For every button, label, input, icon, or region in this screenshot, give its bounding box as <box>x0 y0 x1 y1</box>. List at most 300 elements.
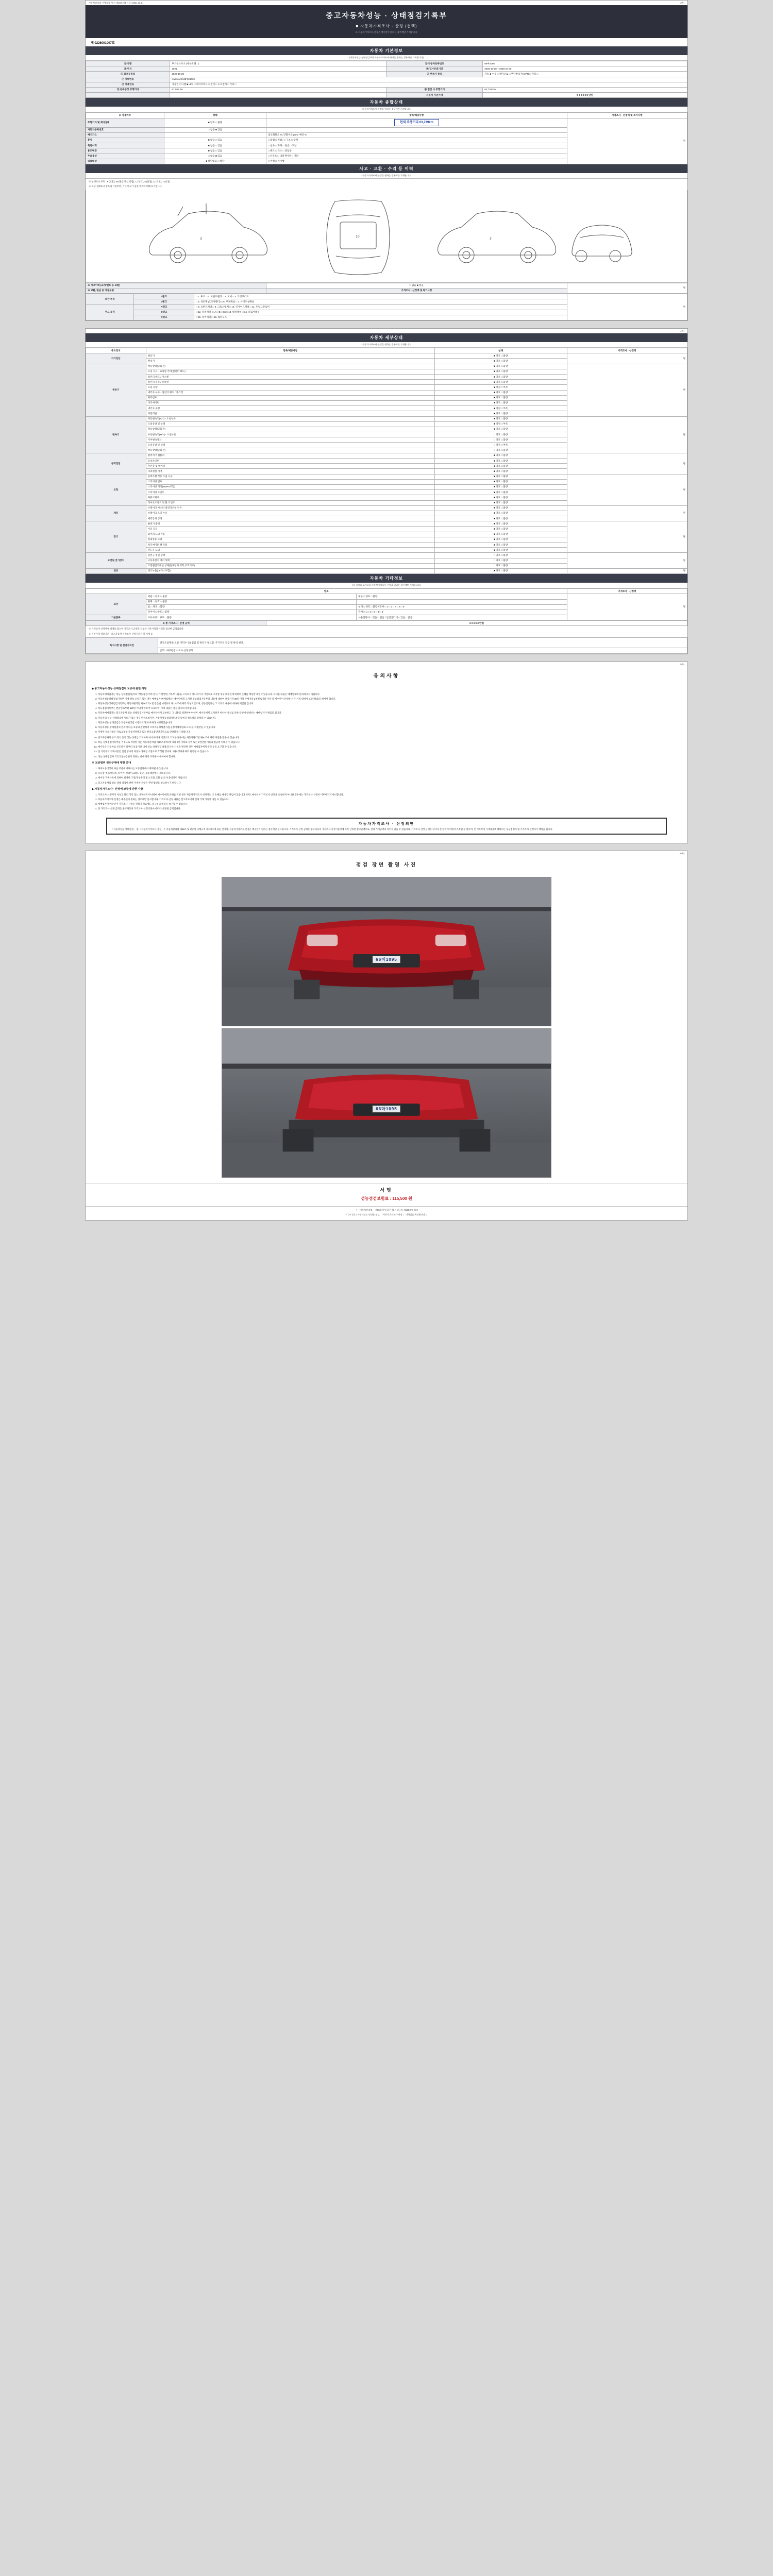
detail-item-1-2: 실린더 헤드 / 가스켓 <box>146 375 434 380</box>
basic-label-2: ⑤ 최초등록일 <box>86 72 170 77</box>
overall-name-0: 주행거리 및 계기상태 <box>86 118 164 127</box>
detail-price-7: 원 <box>567 553 687 569</box>
detail-item-4-0: 동력조향 작동 오일 누유 <box>146 474 434 479</box>
parts-cat-0: 외판 부위 <box>86 294 134 304</box>
basic-value2-5: 63,739 km <box>483 87 687 92</box>
detail-state-4-5: ■ 양호 □ 불량 <box>434 500 567 505</box>
other-left-2: 룸 □ 양호 □ 불량 <box>146 604 356 609</box>
table-row <box>86 648 687 653</box>
detail-state-5-0: ■ 양호 □ 불량 <box>434 505 567 511</box>
detail-state-1-4: ■ 적정 □ 부족 <box>434 385 567 390</box>
other-right-0: 내부 □ 양호 □ 불량 <box>357 594 567 599</box>
detail-state-4-0: ■ 양호 □ 불량 <box>434 474 567 479</box>
detail-item-1-0: 작동상태(공회전) <box>146 364 434 369</box>
list-item: 11. 성능·상태점검기록부를 거짓으로 작성한 자는 자동차관리법 제80조제7호에 따라 2년 이하의 징역 또는 2천만원 이하의 벌금에 처해질 수 있습니다. <box>98 740 681 744</box>
detail-item-8-0: 연료누출(LP가스포함) <box>146 568 434 573</box>
sheet-page-6 <box>85 851 688 1221</box>
table-row <box>86 93 687 98</box>
detail-group-name-0: 자기진단 <box>86 353 146 364</box>
notice-list-2 <box>92 736 681 758</box>
sheet-page-4 <box>85 328 688 654</box>
detail-item-1-9: 커먼레일 <box>146 411 434 416</box>
table-row <box>86 72 687 77</box>
inspection-fee-value: 115,500 원 <box>392 1196 412 1201</box>
overall-detail-0 <box>266 118 567 127</box>
parts-items-2: □ 8. 프론트패널 □ 9. 크로스멤버 □ 10. 인사이드패널 □ 11. 트렁크플로어 <box>194 304 567 310</box>
detail-state-8-0: ■ 양호 □ 불량 <box>434 568 567 573</box>
table-row <box>86 283 687 288</box>
overall-state-3: ■ 없음 □ 있음 <box>164 138 266 143</box>
list-item: 6. 자동차의 성능·상태점검에 이의가 있는 경우 한국소비자원, 자동차성능점검정비조합 등에 분쟁조정을 신청할 수 있습니다. <box>98 716 681 720</box>
table-row <box>86 61 687 66</box>
basic-label2-2: ⑥ 변속기 종류 <box>386 72 483 77</box>
list-item: 14. 성능·상태점검자 국토교통부장관이 정하는 바에 따라 교육을 이수하여야 합니다. <box>98 755 681 758</box>
basic-value2-2: 자동 ■ 수동 □ 세미오토 □ 무단변속기(CVT) □ 기타 □ <box>483 72 687 77</box>
detail-state-6-3: ■ 양호 □ 불량 <box>434 537 567 542</box>
basic-label-0: ① 차명 <box>86 61 170 66</box>
document-number-row <box>86 38 687 46</box>
table-row <box>86 638 687 648</box>
detail-col-3: 가격조사 · 산정액 <box>567 348 687 353</box>
detail-price-4: 원 <box>567 474 687 505</box>
detail-group-name-7: 고전원 전기장치 <box>86 553 146 569</box>
footnote-2: 『 [ ※ ] 중고자동차성능·상태를 점검, 「자동차가격조사·산정 」 내역임을 확인합니다.』 <box>345 1213 428 1216</box>
parts-rank-table <box>86 294 687 320</box>
basic-value-5: 67,090 km <box>170 87 386 92</box>
total-price-table <box>86 620 687 626</box>
sheet4-topbar <box>86 851 687 856</box>
table-row <box>86 294 687 299</box>
basic-label2-0: ② 자동차등록번호 <box>386 61 483 66</box>
detail-state-1-2: ■ 양호 □ 불량 <box>434 375 567 380</box>
overall-detail-2: 일산화탄소 %, 탄화수소 ppm, 매연 % <box>266 132 567 138</box>
page-number-3: (5쪽) <box>679 663 684 666</box>
overall-name-3: 튜닝 <box>86 138 164 143</box>
sheet-page-3 <box>85 0 688 321</box>
detail-item-4-3: 스티어링 조인트 <box>146 490 434 495</box>
accident-legend-1: ※ 상태표시 부호 : X (교환), W (판금 또는 용접), C (부식), A (흠집), U (요철), T (손상) <box>89 180 171 183</box>
total-price-value: 0 0 0 0 0 만원 <box>266 621 687 626</box>
detail-state-7-2: □ 양호 □ 불량 <box>434 563 567 568</box>
basic-value-3: KMHJ4A81NF121062 <box>170 77 687 82</box>
overall-state-6: □ 없음 ■ 있음 <box>164 154 266 159</box>
basic-value-2: 2020-10-28 <box>170 72 386 77</box>
list-item: 2. 자동차성능상태점검기록부 기재 정보 오류가 있는 경우 매매업자(매매업체)는 매수인에게 고지한 성능점검기록부의 내용에 대하여 보증기간 30일 이상 주행거리 2천킬로미터 이상 중 매수인이 선택한 기간·거리 내에서 보증(책임)을 하여야 합니다. <box>98 697 681 701</box>
overall-state-0: ■ 양호 □ 불량 <box>164 118 266 127</box>
detail-col-2: 상태 <box>434 348 567 353</box>
other-price-cell: 원 <box>567 594 687 620</box>
list-item: 2. 자동차가격조사·산정은 매수인이 원하는 경우에만 실시합니다. 가격조사·산정 내용은 참고자료이며 실제 거래 가격과 다를 수 있습니다. <box>98 798 681 801</box>
parts-items-0: □ 1. 후드 □ 2. 프론트펜더 □ 3. 도어 □ 4. 트렁크리드 <box>194 294 567 299</box>
overall-detail-3: □ 불법 □ 적법 / □ 구조 □ 장치 <box>266 138 567 143</box>
detail-item-3-3: 디퍼렌셜 기어 <box>146 469 434 474</box>
section-detail-band: 자동차 세부상태 <box>86 333 687 342</box>
basic-label-6 <box>86 93 170 98</box>
accident-legend-2: ※ 하단 상태표시 항목과 기준부위, 기타 마모가 심한 부위에 대해 표기합니다 <box>89 185 162 188</box>
table-row <box>86 82 687 87</box>
detail-state-6-4: ■ 양호 □ 불량 <box>434 543 567 548</box>
overall-col-3: 가격조사 · 산정액 및 특기사항 <box>567 113 687 118</box>
sheet-page-5 <box>85 662 688 844</box>
overall-col-1: 상태 <box>164 113 266 118</box>
detail-state-1-1: ■ 양호 □ 불량 <box>434 369 567 374</box>
special-note-table <box>86 637 687 653</box>
overall-name-4: 특별이력 <box>86 143 164 148</box>
list-item: 2. 소모성 부품(배터리, 타이어, 브레이크패드 등)은 보증대상에서 제외됩니다. <box>98 771 681 775</box>
list-item: 12. 매수인은 자동차를 인도받은 날부터 보증기간 내에 성능·상태점검 내용과 다른 사실을 발견한 경우 매매업자에게 수리 등을 요구할 수 있습니다. <box>98 745 681 749</box>
section-overall-note: (자동차가격조사·산정을 원하는 경우에만 기재합니다) <box>86 107 687 112</box>
table-row <box>86 87 687 92</box>
other-cat-0: 외관 <box>86 594 146 615</box>
overall-name-6: 주요옵션 <box>86 154 164 159</box>
list-item: 4. 본 가격조사·산정 금액은 중고자동차 가격조사·산정기준서에 따라 산정된 금액입니다. <box>98 807 681 810</box>
table-row <box>86 416 687 421</box>
detail-col-1: 항목/해당사항 <box>146 348 434 353</box>
photo-rear-svg <box>222 877 551 1026</box>
basic-value-1: 2021 <box>170 66 386 72</box>
photo1-plate: 66마1095 <box>372 956 400 963</box>
detail-item-4-5: 타이로드엔드 및 볼 조인트 <box>146 500 434 505</box>
basic-label2-5: ⑩ 점검 시 주행거리 <box>386 87 483 92</box>
parts-rank-4: C랭크 <box>134 315 194 320</box>
notice-list-4 <box>92 793 681 811</box>
basic-info-table <box>86 61 687 98</box>
detail-state-3-3: ■ 양호 □ 불량 <box>434 469 567 474</box>
basic-value-0: 투스싼스포츠 (세부모델 : ) <box>170 61 386 66</box>
section-detail-note: (자동차가격조사·산정을 원하는 경우에만 기재합니다) <box>86 342 687 348</box>
table-row <box>86 521 687 527</box>
notice-list-1 <box>92 692 681 734</box>
detail-item-4-1: 스티어링 펌프 <box>146 479 434 484</box>
vehicle-damage-diagram <box>86 190 687 283</box>
detail-item-6-5: 윈도우 모터 <box>146 548 434 553</box>
price-survey-statement-body: 「자동차성능·상태점검」 및 「자동차가격조사·산정」은 자동차관리법 제58조 및 같은법 시행규칙 제120조에 따른 것이며, 자동차가격조사·산정은 매수인이 원하는 경우에만 실시합니다. 가격조사·산정 금액은 중고자동차 가격조사·산정기준서에 따라 산정된 참고금액으로, 실제 거래금액과 차이가 있을 수 있습니다. 가격조사·산정 금액은 당사자 간 합의에 의하여 조정될 수 있으며, 본 기록부의 기재내용에 대해서는 성능점검자 및 가격조사·산정자가 책임을 집니다. <box>111 827 553 831</box>
special-note-label: 특기사항 및 점검자의견 <box>86 638 158 653</box>
table-row <box>86 474 687 479</box>
overall-detail-7: □ 이행 □ 미이행 <box>266 159 567 164</box>
section-basic-band: 자동차 기본정보 <box>86 46 687 55</box>
footnote-1: 『 「자동차관리법」 제58조에 및 같은 법 시행규칙 제120조에 따라 <box>355 1209 418 1212</box>
notice-title: 유의사항 <box>373 673 400 679</box>
photo-rear-view <box>222 877 551 1026</box>
detail-item-5-2: 배력장치 상태 <box>146 516 434 521</box>
detail-item-7-2: 고전원전기배선 상태(접속단자,피복,보호기구) <box>146 563 434 568</box>
detail-item-3-2: 추진축 및 베어링 <box>146 464 434 469</box>
other-left-4: 보유사항 □ 양호 □ 불량 <box>146 615 356 620</box>
detail-group-name-5: 제동 <box>86 505 146 521</box>
detail-state-6-2: ■ 양호 □ 불량 <box>434 532 567 537</box>
parts-items-3: □ 12. 필러패널 (□ A □ B □ C) □ 13. 대쉬패널 □ 14. 플로어패널 <box>194 310 567 315</box>
form-reference: 자동차관리법 시행규칙 [별지 제28호의3 서식] (2021.11.1.) <box>89 2 144 4</box>
table-row <box>86 77 687 82</box>
table-row <box>86 118 687 127</box>
detail-item-2-1: 오일유량 및 상태 <box>146 421 434 427</box>
detail-item-6-0: 발전기 출력 <box>146 521 434 527</box>
parts-rank-0: 1랭크 <box>134 294 194 299</box>
sheet1-topbar <box>86 1 687 5</box>
detail-item-4-4: 파워크랭크 <box>146 495 434 500</box>
detail-price-3: 원 <box>567 453 687 474</box>
list-item: 7. 자동차성능·상태점검은 자동차관리법 시행규칙 별표에 따라 시행되었습니다. <box>98 721 681 724</box>
notice-section-2-title: ◈ 자동차가격조사 · 산정에 보증에 관한 사항 <box>92 787 143 791</box>
photo-underbody-view <box>222 1028 551 1178</box>
detail-item-5-1: 브레이크 오일 누유 <box>146 511 434 516</box>
page-header-note: ※ 자동차가격조사·산정은 매수인이 원하는 경우에만 기재합니다. <box>355 31 418 33</box>
detail-state-0-1: ■ 양호 □ 불량 <box>434 359 567 364</box>
detail-item-0-1: 변속기 <box>146 359 434 364</box>
total-price-label: ※ 총 가격조사 · 산정 금액 <box>86 621 266 626</box>
notice-body <box>86 683 687 815</box>
page-subtitle: ■ 자동차가격조사 · 산정 (선택) <box>356 24 417 28</box>
list-item: 3. 자동차성능상태점검기록부는 자동차관리법 제58조의4 및 같은법 시행규칙 제120조에 따라 작성되었으며, 성능점검자는 그 기록의 내용에 대하여 책임을 집니다. <box>98 702 681 705</box>
list-item: 5. 자동차매매업자는 중고자동차 성능·상태점검기록부를 매수인에게 교부하고 그 내용을 설명하여야 하며, 매수인에게 고지하지 아니한 사실로 인한 분쟁에 대해서는 매매업자가 책임을 집니다. <box>98 711 681 715</box>
detail-state-1-5: ■ 양호 □ 불량 <box>434 390 567 395</box>
list-item: 10. 중고자동차의 구조·장치 등의 성능·상태를 고지하지 아니 하거나 거짓으로 고지한 경우에는 자동차관리법 제80조에 따라 처벌을 받을 수 있습니다. <box>98 736 681 739</box>
notice-list-3 <box>92 767 681 785</box>
overall-col-2: 항목/해당사항 <box>266 113 567 118</box>
detail-item-2-5: 오일유량 및 상태 <box>146 443 434 448</box>
detail-item-1-1: 오일 누유 - 로커암 커버(실린더 헤드) <box>146 369 434 374</box>
replaced-parts-label: ※ 교환, 판금 등 이상부위 <box>86 288 266 293</box>
section-accident-note: (자동차가격조사·산정을 원하는 경우에만 기재합니다) <box>86 173 687 179</box>
detail-state-2-1: ■ 적정 □ 부족 <box>434 421 567 427</box>
table-row <box>86 364 687 369</box>
detail-price-8: 원 <box>567 568 687 573</box>
document-page <box>0 0 773 1221</box>
parts-items-1: □ 5. 쿼터패널(리어펜더) □ 6. 루프패널 □ 7. 사이드실패널 <box>194 299 567 304</box>
detail-item-6-2: 와이퍼 모터 기능 <box>146 532 434 537</box>
detail-state-6-0: ■ 양호 □ 불량 <box>434 521 567 527</box>
document-number-value: 0226001007호 <box>94 42 115 45</box>
other-right-2: 상태 □ 양호 □ 불량 / 잔여 □ 1 □ 2 □ 3 □ 4 □ 5 <box>357 604 567 609</box>
detail-state-3-0: ■ 양호 □ 불량 <box>434 453 567 458</box>
detail-state-2-3: □ 양호 □ 불량 <box>434 432 567 437</box>
detail-item-2-4: 기어변속장치 <box>146 437 434 443</box>
detail-item-1-3: 실린더 블록 / 오일팬 <box>146 380 434 385</box>
accident-history-label: ※ 사고이력 (교차/렌트 등 포함) <box>86 283 266 288</box>
detail-item-6-3: 실내송풍 모터 <box>146 537 434 542</box>
section-other-note: (※ 항목을 표시하되 자동차가격조사·산정을 원하는 경우에만 기재합니다) <box>86 583 687 588</box>
document-header <box>86 5 687 38</box>
overall-state-5: ■ 없음 □ 있음 <box>164 148 266 154</box>
detail-table-body <box>86 353 687 574</box>
detail-state-3-1: ■ 양호 □ 불량 <box>434 459 567 464</box>
notice-section-1-title: ◈ 중고자동차성능·상태점검자 보증에 관한 사항 <box>92 687 147 690</box>
detail-item-1-7: 라디에이터 <box>146 400 434 405</box>
overall-col-0: ※ 사용여부 <box>86 113 164 118</box>
list-item: 8. 자동차성능·상태점검의 결과에 따른 보증과 관련하여 소비자분쟁해결기준(공정거래위원회 고시)을 적용받을 수 있습니다. <box>98 725 681 729</box>
list-item: 9. 자세한 문의사항은 국토교통부 자동차정책과 또는 한국교통안전공단으로 연락하시기 바랍니다. <box>98 730 681 734</box>
list-item: 3. 매수인 귀책사유에 의하여 발생한 고장(무상수리 및 소모품 교환 등)은 보증대상이 아닙니다. <box>98 776 681 779</box>
overall-detail-4: □ 침수 □ 화재 □ 전손 □ 도난 <box>266 143 567 148</box>
detail-state-2-4: □ 양호 □ 불량 <box>434 437 567 443</box>
detail-state-0-0: ■ 양호 □ 불량 <box>434 353 567 359</box>
detail-item-4-2: 스티어링 기어(MDPS포함) <box>146 484 434 489</box>
other-right-4: 사용설명서 □ 있음 □ 없음 / 안전삼각대 □ 있음 □ 없음 <box>357 615 567 620</box>
detail-state-3-2: ■ 양호 □ 불량 <box>434 464 567 469</box>
detail-state-4-2: ■ 양호 □ 불량 <box>434 484 567 489</box>
detail-state-1-6: ■ 양호 □ 불량 <box>434 395 567 400</box>
parts-rank-2: A랭크 <box>134 304 194 310</box>
detail-price-5: 원 <box>567 505 687 521</box>
overall-state-4: ■ 없음 □ 있음 <box>164 143 266 148</box>
detail-price-1: 원 <box>567 364 687 416</box>
detail-item-6-1: 시동 모터 <box>146 527 434 532</box>
document-number-label: 제 <box>91 42 94 45</box>
detail-group-name-4: 조향 <box>86 474 146 505</box>
detail-item-3-1: 등속조인트 <box>146 459 434 464</box>
list-item: 1. 가격조사·산정자가 사실과 달리 가격 또는 산정하지 아니하여 매수인에게 손해를 끼친 경우 자동차가격조사·산정자는 그 손해를 배상할 책임이 있습니다. 다만, 매수인이 가격조사·산정을 요청하지 아니한 경우에는 가격조사·산정이 이루어지지 아니합니다. <box>98 793 681 796</box>
overall-state-7: ■ 해당없음 □ 해당 <box>164 159 266 164</box>
detail-state-7-1: □ 양호 □ 불량 <box>434 558 567 563</box>
other-left-0: 외관 □ 양호 □ 불량 <box>146 594 356 599</box>
signature-label: 서명 <box>86 1183 687 1195</box>
page-number-1: (3쪽) <box>679 2 684 4</box>
detail-item-2-6: 작동상태(공회전) <box>146 448 434 453</box>
detail-item-0-0: 원동기 <box>146 353 434 359</box>
basic-label2-1: ④ 검사유효기간 <box>386 66 483 72</box>
list-item: 3. 매매업자가 매수인이 가격조사·산정을 원하지 않음에도 불구하고 비용을 청구할 수 없습니다. <box>98 802 681 806</box>
detail-item-2-2: 작동상태(공회전) <box>146 427 434 432</box>
photo-underbody-svg <box>222 1029 551 1177</box>
detail-state-1-8: ■ 적정 □ 부족 <box>434 406 567 411</box>
svg-text:3: 3 <box>200 236 202 241</box>
detail-item-6-4: 라디에이터 팬 모터 <box>146 543 434 548</box>
detail-state-1-7: ■ 양호 □ 불량 <box>434 400 567 405</box>
list-item: 13. 본 기록부의 기재사항은 점검 당시의 자동차 상태를 기준으로 작성된 것이며, 사용·경과에 따라 변동될 수 있습니다. <box>98 750 681 753</box>
table-row <box>86 553 687 558</box>
other-col-0: 항목 <box>86 589 567 594</box>
basic-label-5: ⑨ 등록증상 주행거리 <box>86 87 170 92</box>
section-overall-band: 자동차 종합상태 <box>86 98 687 107</box>
overall-state-table <box>86 112 687 164</box>
parts-items-4: □ 15. 리어패널 □ 16. 휠하우스 <box>194 315 567 320</box>
detail-group-name-1: 원동기 <box>86 364 146 416</box>
detail-state-5-2: ■ 양호 □ 불량 <box>434 516 567 521</box>
sheet2-topbar <box>86 329 687 333</box>
detail-state-4-3: ■ 양호 □ 불량 <box>434 490 567 495</box>
detail-item-2-0: 자동변속기(A/T) - 오일누유 <box>146 416 434 421</box>
price-survey-statement-box <box>106 818 667 835</box>
detail-state-1-0: ■ 양호 □ 불량 <box>434 364 567 369</box>
detail-state-1-9: ■ 양호 □ 불량 <box>434 411 567 416</box>
total-note-2: ※ 기준가격 적용기준 : 중고자동차 가격조사·산정기준서 및 시세 등 <box>89 632 153 635</box>
overall-price-cell: 원 <box>567 118 687 164</box>
mileage-value: 현재 주행거리 63,739km <box>394 119 439 126</box>
parts-rank-1: 2랭크 <box>134 299 194 304</box>
other-left-3: 타이어 □ 양호 □ 불량 <box>146 609 356 615</box>
detail-state-2-2: ■ 양호 □ 불량 <box>434 427 567 432</box>
detail-price-2: 원 <box>567 416 687 453</box>
overall-name-5: 용도변경 <box>86 148 164 154</box>
overall-state-2 <box>164 132 266 138</box>
detail-group-name-8: 연료 <box>86 568 146 573</box>
section-basic-note: (자동차성능·상태점검자의 자동차가격조사·산정을 원하는 경우에만 기재합니다) <box>86 55 687 61</box>
table-header-row <box>86 348 687 353</box>
list-item: 1. 하자보증대상이 아닌 부분에 대해서는 보증범위에서 제외될 수 있습니다. <box>98 767 681 770</box>
special-note-sub: 금액 · 내부평점 □ 조사·산정생략 <box>158 648 687 653</box>
basic-value2-0: 66마1095 <box>483 61 687 66</box>
inspection-photos <box>86 872 687 1183</box>
detail-item-5-0: 브레이크 마스터 실린더오일 누유 <box>146 505 434 511</box>
detail-state-2-6: □ 양호 □ 불량 <box>434 448 567 453</box>
basic-value2-1: 2025-10-28 ~ 2026-10-06 <box>483 66 687 72</box>
detail-price-0: 원 <box>567 353 687 364</box>
car-body-svg <box>129 190 644 282</box>
table-header-row <box>86 113 687 118</box>
detail-item-7-1: 구동축전지 격리 상태 <box>146 558 434 563</box>
accident-history-state: □ 없음 ■ 있음 <box>266 283 567 288</box>
overall-state-1: □ 없음 ■ 있음 <box>164 127 266 132</box>
detail-state-4-1: ■ 양호 □ 불량 <box>434 479 567 484</box>
section-accident-band: 사고 · 교환 · 수리 등 이력 <box>86 164 687 173</box>
page-number-4: (6쪽) <box>679 852 684 855</box>
svg-text:3: 3 <box>490 236 492 241</box>
inspection-fee-label: 성능점검보험료 : <box>361 1196 392 1201</box>
section-other-band: 자동차 기타정보 <box>86 574 687 583</box>
svg-text:10: 10 <box>356 234 360 239</box>
detail-group-name-6: 전기 <box>86 521 146 553</box>
table-row <box>86 568 687 573</box>
other-cat-4: 기본품목 <box>86 615 146 620</box>
detail-item-1-5: 냉각수 누수 - 실린더 헤드 / 가스켓 <box>146 390 434 395</box>
overall-detail-6: □ 선루프 □ 내비게이션 □ 기타 <box>266 154 567 159</box>
detail-item-1-8: 냉각수 수량 <box>146 406 434 411</box>
overall-name-1: 자동차등록번호 <box>86 127 164 132</box>
list-item: 4. 중고자동차의 성능·상태 점검에 관한 자세한 사항은 관련 법령을 참고하시기 바랍니다. <box>98 781 681 785</box>
detail-state-2-5: □ 적정 □ 부족 <box>434 443 567 448</box>
overall-detail-5: □ 렌트 □ 리스 □ 영업용 <box>266 148 567 154</box>
page-title: 중고자동차성능 · 상태점검기록부 <box>326 11 447 20</box>
other-right-1 <box>357 599 567 604</box>
table-row <box>86 594 687 599</box>
detail-price-6: 원 <box>567 521 687 553</box>
other-info-table <box>86 588 687 620</box>
basic-label-1: ③ 연식 <box>86 66 170 72</box>
parts-rank-3: B랭크 <box>134 310 194 315</box>
detail-item-1-4: 오일 유량 <box>146 385 434 390</box>
detail-state-6-5: ■ 양호 □ 불량 <box>434 548 567 553</box>
detail-group-name-2: 변속기 <box>86 416 146 453</box>
table-row <box>86 505 687 511</box>
list-item: 1. 자동차매매업자는 성능·상태점검자(이하 "성능점검자"라 한다)가 발행한 기록부 내용을 고지하지 아니하거나 거짓으로 고지할 경우 매수인에 대하여 손해를 배상할 책임이 있습니다. 자세한 내용은 매매업체에 문의하시기 바랍니다. <box>98 692 681 696</box>
table-row <box>86 621 687 626</box>
special-note-value: 엔진오일계통(오일, 냉각수 등) 점검 및 관리가 필요함. 주기적인 점검 및 관리 권장. <box>158 638 687 648</box>
parts-cat-2: 주요 골격 <box>86 304 134 320</box>
basic-value-6 <box>170 93 386 98</box>
photo2-plate: 66마1095 <box>372 1105 400 1113</box>
detail-state-7-0: □ 양호 □ 불량 <box>434 553 567 558</box>
detail-item-7-0: 충전구 절연 상태 <box>146 553 434 558</box>
other-right-3: 잔여 □ 1 □ 2 □ 3 □ 4 □ 5 <box>357 609 567 615</box>
detail-item-3-0: 클러치 어셈블리 <box>146 453 434 458</box>
overall-name-2: 배기가스 <box>86 132 164 138</box>
detail-item-1-6: 워터펌프 <box>146 395 434 400</box>
table-row <box>86 453 687 458</box>
detail-state-1-3: ■ 양호 □ 불량 <box>434 380 567 385</box>
accident-price-header: 가격조사 · 산정액 및 특기사항 <box>266 288 567 293</box>
parts-price-cell: 원 <box>567 294 687 320</box>
total-note-1: ※ 가격조사·산정액에 실제의 합산한 가격조사 금액과 자동차 기준가격의 가격을 합산한 금액입니다. <box>89 628 184 631</box>
sheet3-topbar <box>86 662 687 667</box>
inspection-fee <box>86 1195 687 1205</box>
detail-group-name-3: 동력전달 <box>86 453 146 474</box>
detail-state-4-4: ■ 양호 □ 불량 <box>434 495 567 500</box>
table-header-row <box>86 589 687 594</box>
accident-price-cell: 원 <box>567 283 687 293</box>
table-row <box>86 66 687 72</box>
table-row <box>86 353 687 359</box>
